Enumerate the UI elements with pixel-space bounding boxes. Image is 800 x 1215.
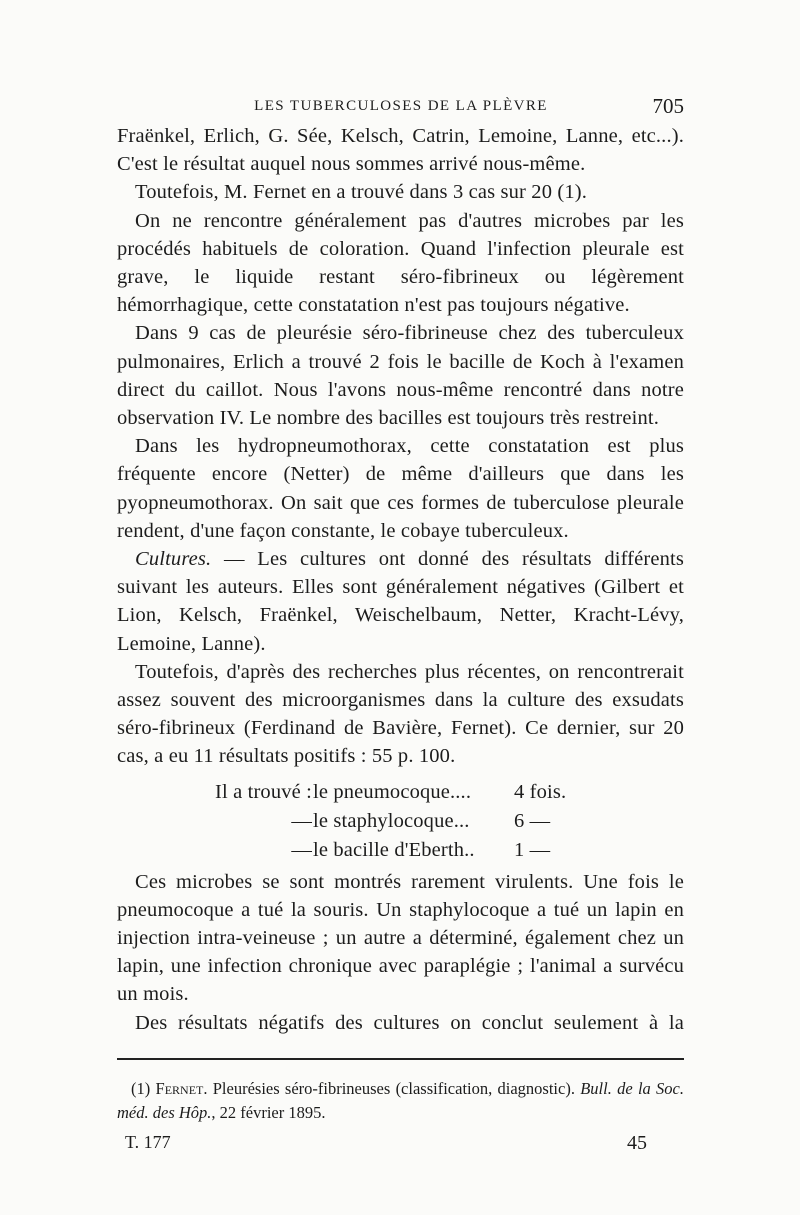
footnote-date: , 22 février 1895. (211, 1103, 326, 1122)
table-cell-count: 1 — (514, 838, 551, 861)
paragraph-7: Toutefois, d'après des recherches plus récentes, on rencontrerait assez souvent des microorganismes dans la culture des exsudats séro-fibrineux (Ferdinand de Bavière, Fernet). Ce dernier, sur 20 cas, a eu 11 résultats positifs : 55 p. 100. (117, 660, 684, 768)
paragraph-4: Dans 9 cas de pleurésie séro-fibrineuse chez des tuberculeux pulmonaires, Erlich a trouvé 2 fois le bacille de Koch à l'examen direct du caillot. Nous l'avons nous-même rencontré dans notre observation IV. Le nombre des bacilles est toujours très restreint. (117, 322, 684, 430)
table-cell-lead: Il a trouvé : (214, 780, 312, 803)
paragraph-3: On ne rencontre généralement pas d'autres microbes par les procédés habituels de coloration. Quand l'infection pleurale est grave, le liquide restant séro-fibrineux ou légèrement hémorrhagique, cette constatation n'est pas toujours négative. (117, 209, 684, 317)
paragraph-2: Toutefois, M. Fernet en a trouvé dans 3 cas sur 20 (1). (135, 181, 588, 204)
table-cell-organism: le pneumocoque.... (313, 780, 472, 803)
running-title: LES TUBERCULOSES DE LA PLÈVRE (254, 98, 548, 114)
footnote (117, 1077, 684, 1125)
table-cell-count: 6 — (514, 809, 551, 832)
paragraph-5: Dans les hydropneumothorax, cette constatation est plus fréquente encore (Netter) de même d'ailleurs que dans les pyopneumothorax. On sait que ces formes de tuberculose pleurale rendent, d'une façon constante, le cobaye tuberculeux. (117, 435, 684, 542)
table-row (117, 836, 684, 864)
paragraph-8: Ces microbes se sont montrés rarement virulents. Une fois le pneumocoque a tué la souris. Un staphylocoque a tué un lapin en injection intra-veineuse ; un autre a déterminé, également chez un lapin, une infection chronique avec paraplégie ; l'animal a survécu un mois. (117, 870, 684, 1006)
main-text (117, 122, 684, 1037)
paragraph-1-line-1: Fraënkel, Erlich, G. Sée, Kelsch, Catrin, Lemoine, Lanne, etc...). (117, 125, 684, 147)
table-cell-count: 4 fois. (514, 780, 567, 803)
page-number: 705 (652, 94, 684, 118)
paragraph-9: Des résultats négatifs des cultures on conclut seulement à la (135, 1011, 684, 1034)
table-cell-lead: — (291, 838, 312, 861)
table-row (117, 807, 684, 835)
footnote-text: Pleurésies séro-fibrineuses (classification, diagnostic). (207, 1079, 581, 1098)
table-cell-organism: le bacille d'Eberth.. (313, 838, 475, 861)
footnote-journal: Bull. de la Soc. méd. des Hôp. (117, 1079, 684, 1122)
footnote-author: Fernet. (155, 1079, 208, 1098)
footnote-marker: (1) (131, 1079, 151, 1098)
footnote-divider (117, 1058, 684, 1060)
running-header (118, 96, 684, 124)
sheet-number: 45 (627, 1132, 647, 1154)
volume-signature: T. 177 (125, 1132, 171, 1152)
section-heading-cultures: Cultures. (135, 548, 212, 571)
table-cell-organism: le staphylocoque... (313, 809, 470, 832)
paragraph-1-line-2: C'est le résultat auquel nous sommes arrivé nous-même. (117, 153, 586, 176)
table-row (117, 778, 684, 806)
paragraph-6 (117, 545, 684, 658)
results-table (117, 778, 684, 866)
paragraph-6-text: — Les cultures ont donné des résultats différents suivant les auteurs. Elles sont généralement négatives (Gilbert et Lion, Kelsch, Fraënkel, Weischelbaum, Netter, Kracht-Lévy, Lemoine, Lanne). (117, 548, 684, 655)
table-cell-lead: — (291, 809, 312, 832)
page-footer (117, 1132, 647, 1160)
